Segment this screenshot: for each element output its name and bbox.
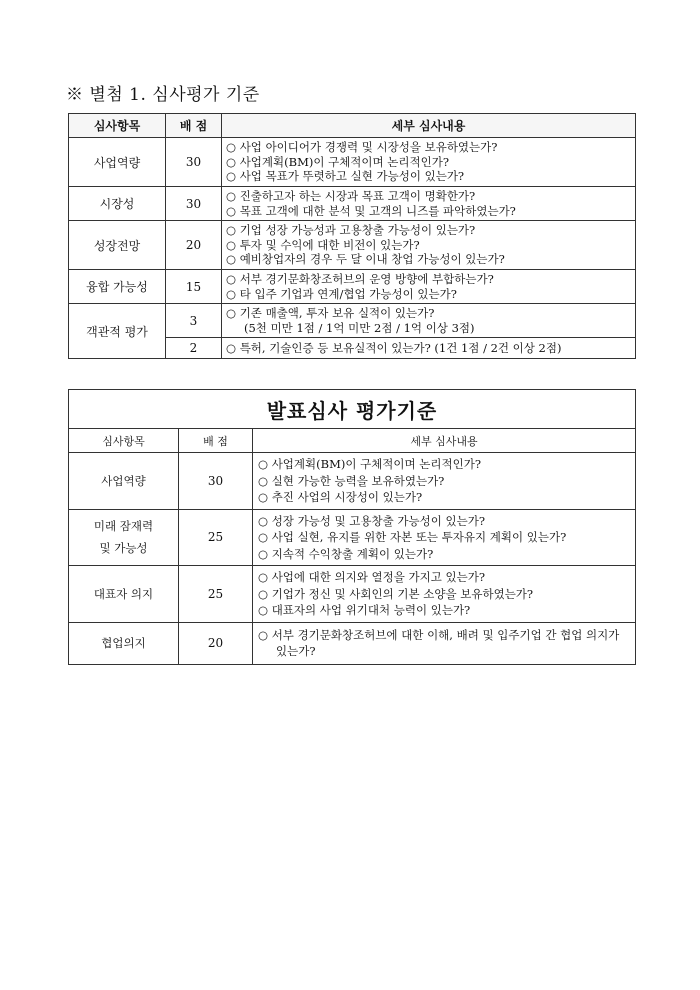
score-cell: 20 bbox=[166, 221, 222, 270]
detail-line: ○ 사업계획(BM)이 구체적이며 논리적인가? bbox=[258, 457, 481, 471]
detail-line: ○ 서부 경기문화창조허브의 운영 방향에 부합하는가? bbox=[226, 272, 494, 286]
detail-line: ○ 기존 매출액, 투자 보유 실적이 있는가? bbox=[226, 306, 435, 320]
detail-cell bbox=[253, 566, 636, 623]
column-header-detail: 세부 심사내용 bbox=[222, 114, 636, 138]
detail-cell bbox=[222, 187, 636, 221]
detail-line: ○ 사업에 대한 의지와 열정을 가지고 있는가? bbox=[258, 570, 485, 584]
category-cell: 시장성 bbox=[69, 187, 166, 221]
category-cell: 성장전망 bbox=[69, 221, 166, 270]
score-cell: 30 bbox=[166, 138, 222, 187]
detail-line: ○ 지속적 수익창출 계획이 있는가? bbox=[258, 546, 434, 561]
column-header-category: 심사항목 bbox=[69, 114, 166, 138]
detail-line: (5천 미만 1점 / 1억 미만 2점 / 1억 이상 3점) bbox=[244, 320, 475, 335]
score-cell: 30 bbox=[179, 453, 253, 510]
table-row bbox=[69, 622, 636, 664]
detail-cell bbox=[253, 509, 636, 566]
category-cell: 사업역량 bbox=[69, 138, 166, 187]
score-cell: 2 bbox=[166, 338, 222, 359]
score-cell: 15 bbox=[166, 270, 222, 304]
category-cell: 사업역량 bbox=[69, 453, 179, 510]
detail-line: ○ 예비창업자의 경우 두 달 이내 창업 가능성이 있는가? bbox=[226, 252, 505, 267]
detail-line: ○ 목표 고객에 대한 분석 및 고객의 니즈를 파악하였는가? bbox=[226, 203, 516, 218]
category-line: 미래 잠재력 bbox=[93, 519, 154, 534]
score-cell: 25 bbox=[179, 509, 253, 566]
table-row bbox=[69, 187, 636, 221]
detail-cell bbox=[222, 138, 636, 187]
detail-line: ○ 실현 가능한 능력을 보유하였는가? bbox=[258, 473, 445, 488]
table-row bbox=[69, 453, 636, 510]
detail-line: ○ 서부 경기문화창조허브에 대한 이해, 배려 및 입주기업 간 협업 의지가 bbox=[258, 627, 620, 642]
page-heading: ※ 별첨 1. 심사평가 기준 bbox=[66, 85, 260, 105]
score-cell: 25 bbox=[179, 566, 253, 623]
detail-line: ○ 사업 실현, 유지를 위한 자본 또는 투자유지 계획이 있는가? bbox=[258, 530, 567, 544]
category-cell: 객관적 평가 bbox=[69, 304, 166, 359]
score-cell: 20 bbox=[179, 622, 253, 664]
table-header-row bbox=[69, 429, 636, 453]
table-header-row bbox=[69, 114, 636, 138]
table-row bbox=[69, 509, 636, 566]
detail-line: 있는가? bbox=[276, 644, 316, 658]
detail-cell bbox=[222, 270, 636, 304]
detail-line: ○ 대표자의 사업 위기대처 능력이 있는가? bbox=[258, 603, 471, 617]
presentation-criteria-table bbox=[68, 389, 636, 665]
table-row bbox=[69, 304, 636, 338]
table-title-row bbox=[69, 390, 636, 429]
column-header-score: 배 점 bbox=[166, 114, 222, 138]
detail-cell bbox=[253, 453, 636, 510]
detail-line: ○ 사업 아이디어가 경쟁력 및 시장성을 보유하였는가? bbox=[226, 140, 498, 155]
table-row bbox=[69, 138, 636, 187]
table-row bbox=[69, 221, 636, 270]
detail-cell bbox=[222, 338, 636, 359]
detail-cell bbox=[253, 622, 636, 664]
detail-cell bbox=[222, 221, 636, 270]
table-row bbox=[69, 566, 636, 623]
column-header-category: 심사항목 bbox=[69, 429, 179, 453]
detail-line: ○ 추진 사업의 시장성이 있는가? bbox=[258, 490, 423, 504]
detail-line: ○ 사업 목표가 뚜렷하고 실현 가능성이 있는가? bbox=[226, 169, 465, 184]
detail-line: ○ 기업 성장 가능성과 고용창출 가능성이 있는가? bbox=[226, 223, 476, 238]
detail-line: ○ 성장 가능성 및 고용창출 가능성이 있는가? bbox=[258, 513, 485, 528]
category-cell: 융합 가능성 bbox=[69, 270, 166, 304]
detail-line: ○ 사업계획(BM)이 구체적이며 논리적인가? bbox=[226, 154, 449, 169]
category-cell: 협업의지 bbox=[69, 622, 179, 664]
category-cell bbox=[69, 509, 179, 566]
category-cell: 대표자 의지 bbox=[69, 566, 179, 623]
detail-line: ○ 타 입주 기업과 연계/협업 가능성이 있는가? bbox=[226, 286, 457, 301]
evaluation-criteria-table bbox=[68, 113, 636, 359]
score-cell: 3 bbox=[166, 304, 222, 338]
table-row bbox=[69, 270, 636, 304]
score-cell: 30 bbox=[166, 187, 222, 221]
detail-line: ○ 투자 및 수익에 대한 비전이 있는가? bbox=[226, 237, 420, 252]
detail-line: ○ 기업가 정신 및 사회인의 기본 소양을 보유하였는가? bbox=[258, 586, 534, 601]
detail-line: ○ 특허, 기술인증 등 보유실적이 있는가? (1건 1점 / 2건 이상 2점) bbox=[226, 340, 562, 355]
table-title: 발표심사 평가기준 bbox=[69, 390, 636, 429]
column-header-score: 배 점 bbox=[179, 429, 253, 453]
detail-cell bbox=[222, 304, 636, 338]
column-header-detail: 세부 심사내용 bbox=[253, 429, 636, 453]
detail-line: ○ 진출하고자 하는 시장과 목표 고객이 명확한가? bbox=[226, 189, 476, 203]
category-line: 및 가능성 bbox=[99, 541, 148, 556]
